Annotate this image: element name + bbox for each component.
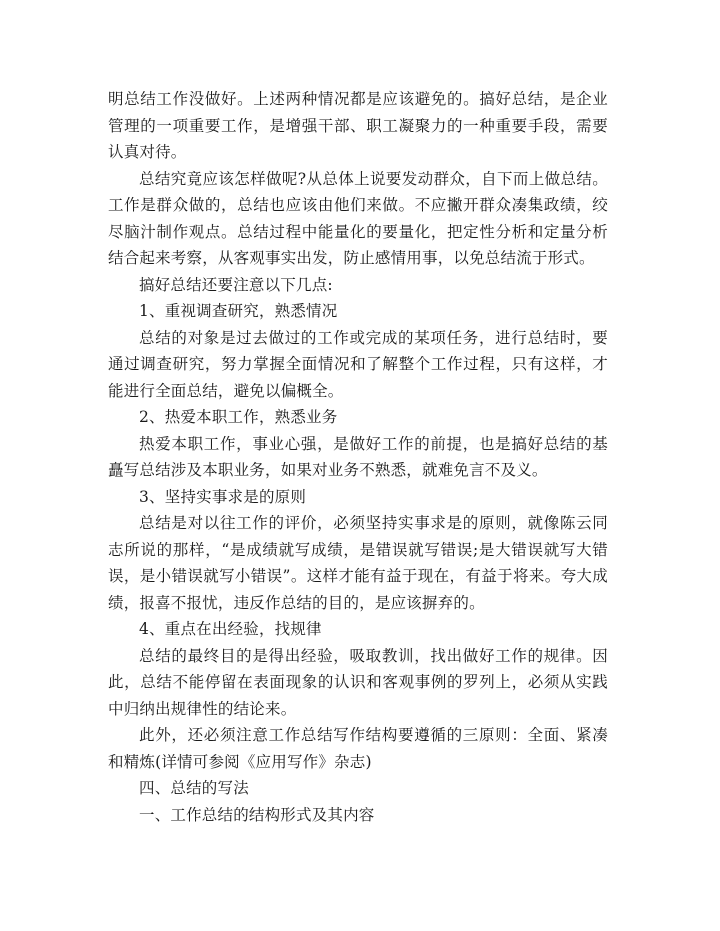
paragraph-points-intro: 搞好总结还要注意以下几点: — [139, 275, 333, 294]
paragraph-point-2: 热爱本职工作，事业心强，是做好工作的前提，也是搞好总结的基矗写总结涉及本职业务，如果对业务不熟悉，就难免言不及义。 — [108, 434, 608, 479]
paragraph-point-1: 总结的对象是过去做过的工作或完成的某项任务，进行总结时，要通过调查研究，努力掌握全面情况和了解整个工作过程，只有这样，才能进行全面总结，避免以偏概全。 — [108, 328, 608, 400]
point-heading-2: 2、热爱本职工作，熟悉业务 — [139, 408, 338, 426]
document-body — [108, 86, 608, 828]
section-heading-writing-method: 四、总结的写法 — [139, 779, 249, 797]
paragraph-point-4: 总结的最终目的是得出经验，吸取教训，找出做好工作的规律。因此，总结不能停留在表面现象的认识和客观事例的罗列上，必须从实践中归纳出规律性的结论来。 — [108, 646, 608, 718]
paragraph-how-to-summarize: 总结究竟应该怎样做呢?从总体上说要发动群众，自下而上做总结。工作是群众做的，总结也应该由他们来做。不应撇开群众凑集政绩，绞尽脑汁制作观点。总结过程中能量化的要量化，把定性分析和定量分析结合起来考察，从客观事实出发，防止感情用事，以免总结流于形式。 — [108, 169, 608, 267]
point-heading-1: 1、重视调查研究，熟悉情况 — [139, 302, 338, 320]
subsection-heading-structure: 一、工作总结的结构形式及其内容 — [139, 805, 375, 824]
point-heading-3: 3、坚持实事求是的原则 — [139, 487, 307, 506]
paragraph-point-3: 总结是对以往工作的评价，必须坚持实事求是的原则，就像陈云同志所说的那样，“是成绩就写成绩，是错误就写错误;是大错误就写大错误，是小错误就写小错误”。这样才能有益于现在，有益于将来。夸大成绩，报喜不报忧，违反作总结的目的，是应该摒弃的。 — [108, 514, 608, 612]
paragraph-continued: 明总结工作没做好。上述两种情况都是应该避免的。搞好总结，是企业管理的一项重要工作，是增强干部、职工凝聚力的一种重要手段，需要认真对待。 — [108, 90, 608, 161]
paragraph-three-principles: 此外，还必须注意工作总结写作结构要遵循的三原则：全面、紧凑和精炼(详情可参阅《应用写作》杂志) — [108, 726, 608, 771]
point-heading-4: 4、重点在出经验，找规律 — [139, 620, 322, 638]
